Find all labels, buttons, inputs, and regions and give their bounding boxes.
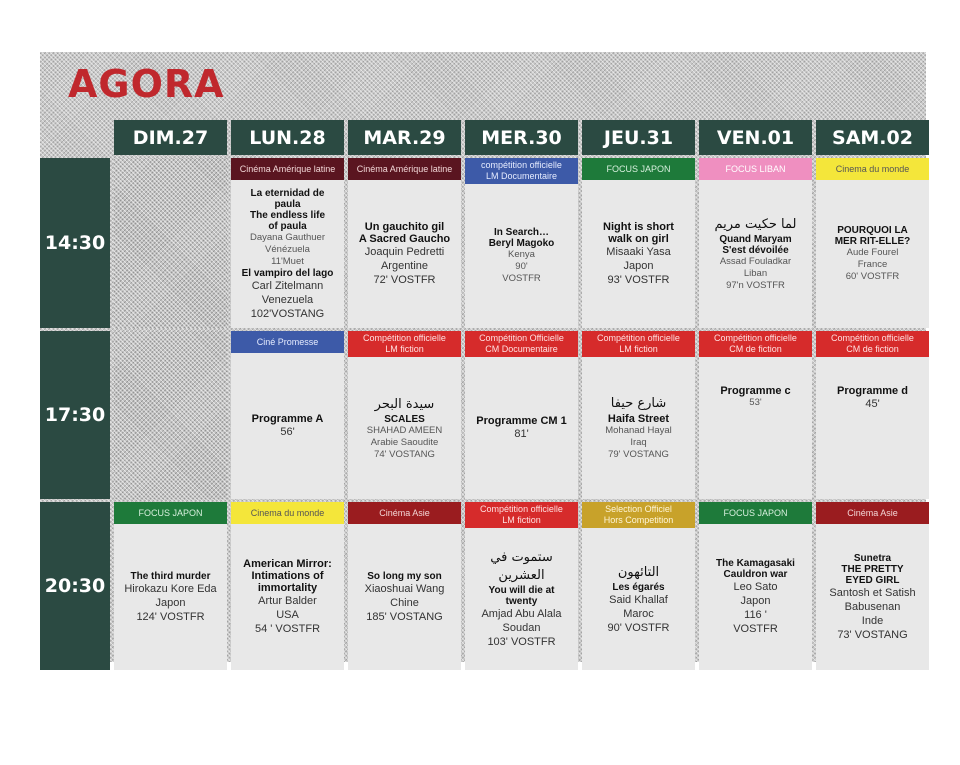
time-label-1730: 17:30 (40, 331, 110, 499)
director: Santosh et Satish (829, 586, 916, 599)
film-title: In Search… (493, 227, 550, 238)
film-title-arabic: سيدة البحر (374, 396, 435, 412)
category-line: Compétition officielle (480, 504, 563, 514)
country: Iraq (630, 437, 647, 448)
day-header-lun: LUN.28 (231, 120, 344, 155)
country: Japon (740, 595, 771, 607)
duration: 185' VOSTANG (366, 610, 443, 623)
film-title: SCALES (384, 413, 425, 425)
slot-jeu-1430[interactable] (582, 158, 695, 328)
category-line: LM fiction (619, 344, 658, 354)
director: Amjad Abu Alala (481, 608, 562, 620)
film-title: twenty (505, 596, 538, 607)
duration: 103' VOSTFR (487, 636, 556, 648)
time-label-2030: 20:30 (40, 502, 110, 670)
country: Japon (155, 596, 186, 609)
grid-corner (40, 120, 110, 155)
film-title-en: A Sacred Gaucho (358, 233, 451, 245)
film-title-arabic: التائهون (617, 564, 660, 580)
slot-mar-2030[interactable] (348, 502, 461, 670)
slot-sam-1730[interactable] (816, 331, 929, 499)
empty-slot (114, 158, 227, 328)
category-band: Cinéma Amérique latine (348, 158, 461, 180)
time-label-1430: 14:30 (40, 158, 110, 328)
film-title: Les égarés (612, 581, 665, 593)
category-line: Hors Competition (603, 515, 674, 525)
category-band: Cinema du monde (231, 502, 344, 524)
duration: 74' VOSTANG (374, 448, 435, 460)
film-title: S'est dévoilée (722, 245, 789, 256)
category-band: FOCUS JAPON (114, 502, 227, 524)
category-band: Ciné Promesse (231, 331, 344, 353)
film-title: So long my son (367, 570, 442, 582)
slot-jeu-1730[interactable] (582, 331, 695, 499)
slot-mer-1430[interactable] (465, 158, 578, 328)
slot-ven-2030[interactable] (699, 502, 812, 670)
category-line: compétition officielle (481, 160, 562, 170)
slot-jeu-2030[interactable] (582, 502, 695, 670)
duration: 73' VOSTANG (837, 628, 908, 641)
film-title: Un gauchito gil (364, 221, 445, 233)
film-title: El vampiro del lago (241, 267, 334, 279)
film-title: Programme CM 1 (476, 415, 567, 427)
film-title: Cauldron war (723, 569, 788, 580)
duration: 60' VOSTFR (845, 271, 900, 282)
category-band (582, 331, 695, 357)
film-title: Intimations of (251, 570, 324, 582)
film-title-arabic: شارع حيفا (610, 396, 667, 411)
category-line: LM Documentaire (485, 171, 558, 181)
film-title: You will die at (488, 585, 555, 596)
director: Xiaoshuai Wang (364, 582, 445, 595)
country: Venezuela (261, 293, 314, 306)
film-title-en: The endless life of paula (249, 209, 326, 232)
duration: 72' VOSTFR (373, 274, 436, 286)
slot-lun-2030[interactable] (231, 502, 344, 670)
country: USA (276, 609, 299, 621)
film-title: POURQUOI LA (837, 225, 908, 236)
version: VOSTFR (502, 273, 541, 284)
day-header-ven: VEN.01 (699, 120, 812, 155)
film-title: La eternidad de paula (250, 187, 325, 210)
category-band: FOCUS JAPON (699, 502, 812, 524)
category-line: LM fiction (385, 344, 424, 354)
director: Carl Zitelmann (251, 279, 324, 292)
category-band: Cinéma Asie (348, 502, 461, 524)
day-header-mer: MER.30 (465, 120, 578, 155)
slot-lun-1730[interactable] (231, 331, 344, 499)
country: Vénézuela (265, 243, 310, 255)
film-title-arabic: ستموت في العشرين (490, 550, 553, 583)
duration: 45' (865, 398, 880, 410)
category-band (582, 502, 695, 528)
category-band: Cinéma Asie (816, 502, 929, 524)
slot-mar-1730[interactable] (348, 331, 461, 499)
category-line: Compétition Officielle (479, 333, 564, 343)
film-title: Night is short (603, 221, 674, 233)
director: Dayana Gauthuer (250, 231, 325, 243)
director: Leo Sato (733, 581, 778, 593)
version: VOSTFR (733, 623, 778, 635)
country: Soudan (502, 622, 541, 634)
category-line: Compétition officielle (597, 333, 680, 343)
category-band (348, 331, 461, 357)
duration: 90' VOSTFR (607, 621, 670, 634)
duration: 56' (280, 426, 295, 438)
country: Japon (623, 260, 654, 272)
director: Misaaki Yasa (606, 246, 671, 258)
empty-slot (114, 331, 227, 499)
director: Beryl Magoko (488, 238, 555, 249)
category-line: CM Documentaire (485, 344, 558, 354)
category-band (816, 331, 929, 357)
category-line: CM de fiction (729, 344, 782, 354)
slot-mar-1430[interactable] (348, 158, 461, 328)
film-title: Programme c (720, 385, 791, 397)
duration: 102'VOSTANG (250, 307, 325, 320)
country: Liban (743, 268, 768, 279)
slot-sam-1430[interactable] (816, 158, 929, 328)
duration: 90' (515, 261, 528, 272)
category-line: Compétition officielle (831, 333, 914, 343)
director: Mohanad Hayal (605, 425, 672, 436)
duration: 97'n VOSTFR (726, 280, 785, 291)
category-band: Cinéma Amérique latine (231, 158, 344, 180)
film-title: Programme d (837, 385, 908, 397)
country: Maroc (623, 607, 654, 620)
country: Kenya (508, 249, 535, 260)
category-line: Selection Officiel (605, 504, 672, 514)
country: Chine (390, 596, 419, 609)
country: France (857, 259, 888, 270)
film-title: Quand Maryam (719, 234, 792, 245)
category-line: Compétition officielle (363, 333, 446, 343)
schedule-grid (40, 120, 929, 670)
film-title: walk on girl (608, 233, 669, 245)
duration: 79' VOSTANG (608, 449, 669, 460)
duration: 81' (514, 428, 529, 440)
country: Argentine (380, 260, 429, 272)
director: Joaquin Pedretti (364, 246, 445, 258)
film-title: immortality (257, 582, 318, 594)
day-header-mar: MAR.29 (348, 120, 461, 155)
slot-lun-1430[interactable] (231, 158, 344, 328)
slot-ven-1430[interactable] (699, 158, 812, 328)
director: Babusenan (844, 600, 901, 613)
category-band (465, 158, 578, 184)
film-title-en: THE PRETTY (841, 563, 904, 575)
category-line: LM fiction (502, 515, 541, 525)
director: Said Khallaf (609, 593, 668, 606)
category-band: FOCUS JAPON (582, 158, 695, 180)
film-title: The third murder (130, 570, 211, 582)
duration: 124' VOSTFR (136, 610, 205, 623)
director: Artur Balder (258, 595, 317, 607)
duration: 11'Muet (271, 255, 304, 267)
day-header-dim: DIM.27 (114, 120, 227, 155)
day-header-jeu: JEU.31 (582, 120, 695, 155)
slot-sam-2030[interactable] (816, 502, 929, 670)
category-line: Compétition officielle (714, 333, 797, 343)
film-title-en: EYED GIRL (845, 574, 900, 586)
country: Arabie Saoudite (370, 436, 439, 448)
slot-dim-2030[interactable] (114, 502, 227, 670)
director: SHAHAD AMEEN (366, 424, 443, 436)
day-header-sam: SAM.02 (816, 120, 929, 155)
category-band (465, 502, 578, 528)
director: Hirokazu Kore Eda (124, 582, 217, 595)
film-title: Haifa Street (607, 413, 670, 425)
slot-ven-1730[interactable] (699, 331, 812, 499)
duration: 116 ' (744, 609, 767, 621)
film-title: American Mirror: (243, 558, 332, 570)
slot-mer-1730[interactable] (465, 331, 578, 499)
duration: 54 ' VOSTFR (254, 623, 321, 635)
category-band (465, 331, 578, 357)
duration: 93' VOSTFR (607, 274, 670, 286)
category-band: Cinema du monde (816, 158, 929, 180)
film-title: Programme A (251, 413, 324, 425)
slot-mer-2030[interactable] (465, 502, 578, 670)
film-title: The Kamagasaki (716, 558, 795, 569)
country: Inde (861, 614, 884, 627)
category-line: CM de fiction (846, 344, 899, 354)
venue-title: AGORA (68, 62, 225, 106)
film-title: Sunetra (853, 552, 892, 564)
film-title: MER RIT-ELLE? (834, 236, 911, 247)
duration: 53' (749, 397, 762, 408)
film-title-arabic: لما حكيت مريم (714, 217, 797, 232)
category-band: FOCUS LIBAN (699, 158, 812, 180)
category-band (699, 331, 812, 357)
director: Aude Fourel (846, 247, 899, 258)
director: Assad Fouladkar (719, 256, 792, 267)
